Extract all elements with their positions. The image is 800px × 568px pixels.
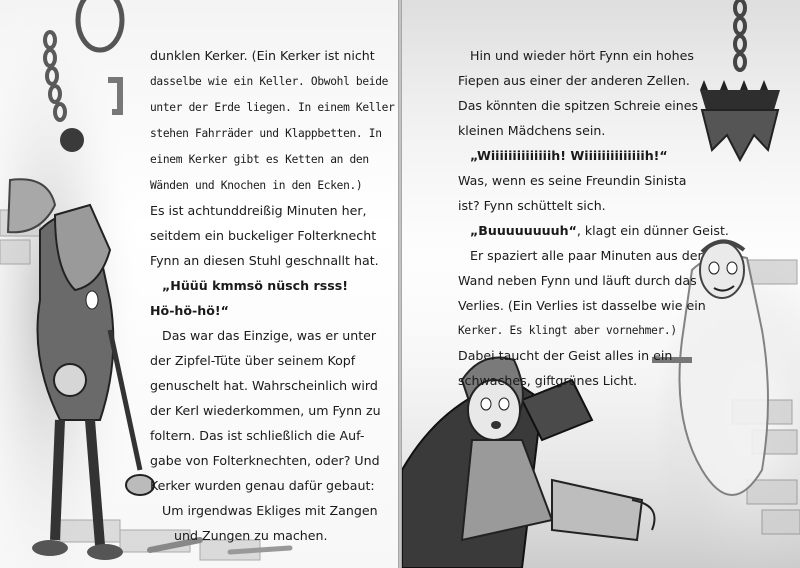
text-line: Was, wenn es seine Freundin Sinista xyxy=(458,173,687,188)
text-line: Wänden und Knochen in den Ecken.) xyxy=(150,179,363,192)
text-line: Fynn an diesen Stuhl geschnallt hat. xyxy=(150,253,379,268)
text-line: dunklen Kerker. (Ein Kerker ist nicht xyxy=(150,48,375,63)
left-page-text xyxy=(0,0,398,568)
left-page xyxy=(0,0,398,568)
text-line: stehen Fahrräder und Klappbetten. In xyxy=(150,127,382,140)
ghost-exclamation: „Buuuuuuuuh“ xyxy=(470,223,577,238)
text-line: Hö-hö-hö!“ xyxy=(150,303,229,318)
text-line: Kerker wurden genau dafür gebaut: xyxy=(150,478,375,493)
text-line: „Hüüü kmmsö nüsch rsss! xyxy=(162,278,348,293)
text-line: seitdem ein buckeliger Folterknecht xyxy=(150,228,377,243)
text-line: Hin und wieder hört Fynn ein hohes xyxy=(470,48,694,63)
text-line: Es ist achtunddreißig Minuten her, xyxy=(150,203,367,218)
text-line: Verlies. (Ein Verlies ist dasselbe wie ein xyxy=(458,298,706,313)
text-line: Um irgendwas Ekliges mit Zangen xyxy=(162,503,378,518)
text-line: genuschelt hat. Wahrscheinlich wird xyxy=(150,378,378,393)
text-line: Wand neben Fynn und läuft durch das xyxy=(458,273,697,288)
text-line: kleinen Mädchens sein. xyxy=(458,123,606,138)
text-line: schwaches, giftgrünes Licht. xyxy=(458,373,638,388)
text-line: „Wiiiiiiiiiiiiiih! Wiiiiiiiiiiiiiih!“ xyxy=(470,148,668,163)
text-line: unter der Erde liegen. In einem Keller xyxy=(150,101,395,114)
text-line: Dabei taucht der Geist alles in ein xyxy=(458,348,673,363)
text-line: Fiepen aus einer der anderen Zellen. xyxy=(458,73,690,88)
text-line: Das war das Einzige, was er unter xyxy=(162,328,377,343)
text-line xyxy=(470,223,729,239)
text-line: der Kerl wiederkommen, um Fynn zu xyxy=(150,403,381,418)
text-line: ist? Fynn schüttelt sich. xyxy=(458,198,606,213)
text-line: gabe von Folterknechten, oder? Und xyxy=(150,453,380,468)
text-line: Kerker. Es klingt aber vornehmer.) xyxy=(458,324,677,337)
text-line: einem Kerker gibt es Ketten an den xyxy=(150,153,369,166)
text-line: Er spaziert alle paar Minuten aus der xyxy=(470,248,703,263)
text-line: Das könnten die spitzen Schreie eines xyxy=(458,98,699,113)
text-line: dasselbe wie ein Keller. Obwohl beide xyxy=(150,75,389,88)
text-line: foltern. Das ist schließlich die Auf- xyxy=(150,428,365,443)
text-line: der Zipfel-Tüte über seinem Kopf xyxy=(150,353,356,368)
right-page-text xyxy=(402,0,800,568)
text-fragment: , klagt ein dünner Geist. xyxy=(576,223,729,238)
text-line: und Zungen zu machen. xyxy=(174,528,328,543)
right-page xyxy=(402,0,800,568)
